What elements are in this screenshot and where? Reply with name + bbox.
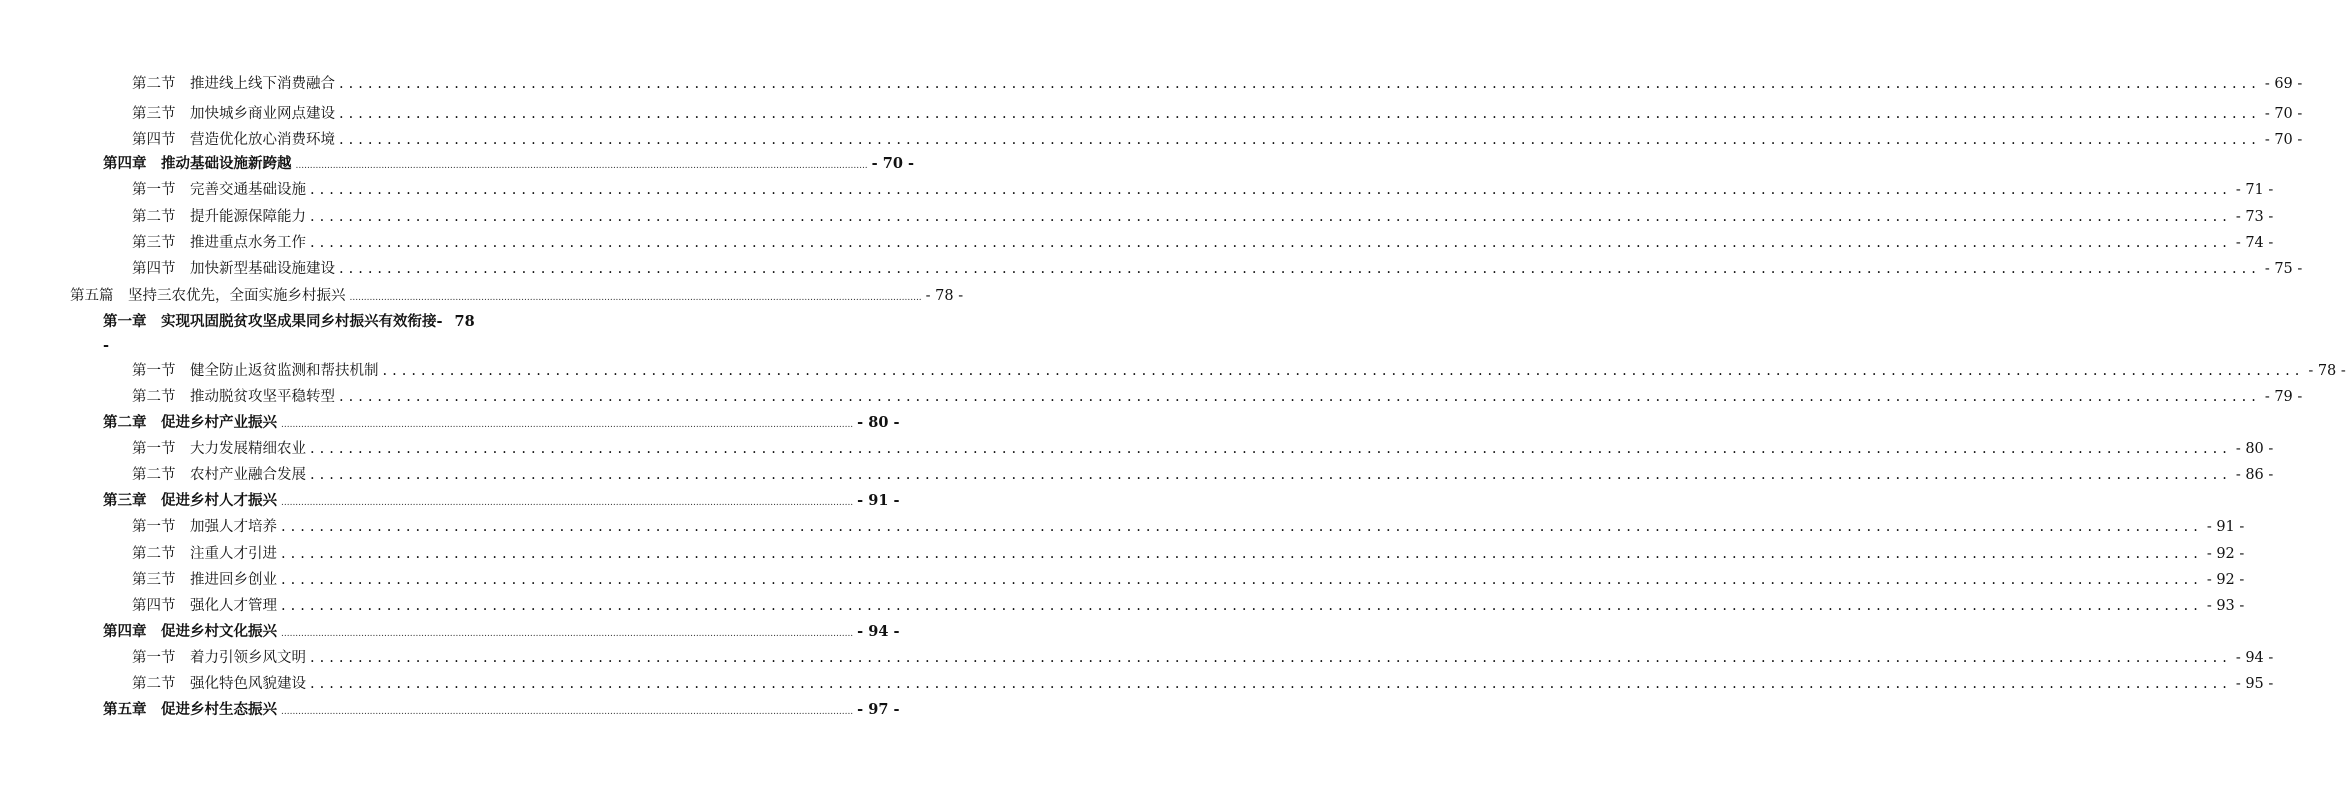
toc-entry-page: - 78 - (925, 288, 964, 304)
toc-entry-label: 第二节 注重人才引进 (132, 546, 277, 562)
toc-entry-label: 第三章 促进乡村人才振兴 (103, 492, 277, 509)
toc-chapter-entry[interactable] (103, 700, 900, 722)
toc-entry-page: - 86 - (2235, 467, 2274, 483)
toc-chapter-entry[interactable] (103, 154, 914, 176)
toc-section-entry[interactable] (132, 104, 2303, 124)
dot-leader: ........................................................................................................................................................................................................ (339, 76, 2261, 92)
toc-entry-page: - 70 - (871, 155, 914, 172)
dot-leader: ........................................................................................................................................................................................................ (281, 598, 2203, 614)
dot-leader: ........................................................................................................................................................................................................ (382, 363, 2305, 379)
toc-section-entry[interactable] (132, 439, 2274, 459)
toc-section-entry[interactable] (132, 570, 2245, 590)
toc-entry-label: 第一节 健全防止返贫监测和帮扶机制 (132, 363, 379, 379)
toc-entry-label: 第三节 加快城乡商业网点建设 (132, 106, 335, 122)
toc-section-entry[interactable] (132, 130, 2303, 150)
toc-section-entry[interactable] (132, 674, 2274, 694)
dot-leader: ........................................................................................................................................................................................................ (281, 519, 2203, 535)
dot-leader: ........................................................................................................................................................................................................ (310, 235, 2232, 251)
toc-entry-page: - 74 - (2235, 235, 2274, 251)
toc-section-entry[interactable] (132, 596, 2245, 616)
toc-entry-page: - 79 - (2264, 389, 2303, 405)
toc-entry-label: 第一节 完善交通基础设施 (132, 182, 306, 198)
toc-entry-page: - 80 - (857, 414, 900, 431)
toc-entry-label: 第五篇 坚持三农优先，全面实施乡村振兴 (70, 288, 346, 304)
toc-entry-page: - 70 - (2264, 132, 2303, 148)
toc-entry-wrap-tail: - (103, 337, 110, 354)
toc-section-entry[interactable] (132, 259, 2303, 279)
dot-leader: ........................................................................................................................................................................................................ (339, 261, 2261, 277)
dot-leader: ........................................................................................................................................................................................................ (310, 676, 2232, 692)
toc-entry-label: 第三节 推进回乡创业 (132, 572, 277, 588)
toc-entry-label: 第三节 推进重点水务工作 (132, 235, 306, 251)
toc-section-entry[interactable] (132, 517, 2245, 537)
dot-leader: ........................................................................................................................................................................................................ (339, 106, 2261, 122)
toc-section-entry[interactable] (132, 387, 2303, 407)
dot-leader: ........................................................................................................................................................................................................ (281, 629, 854, 639)
toc-entry-label: 第一章 实现巩固脱贫攻坚成果同乡村振兴有效衔接- (103, 313, 443, 330)
toc-section-entry[interactable] (132, 544, 2245, 564)
toc-section-entry[interactable] (132, 361, 2346, 381)
toc-entry-label: 第四节 加快新型基础设施建设 (132, 261, 335, 277)
toc-entry-label: 第五章 促进乡村生态振兴 (103, 701, 277, 718)
toc-entry-page: - 78 - (2308, 363, 2346, 379)
toc-entry-page: - 92 - (2206, 546, 2245, 562)
toc-entry-label: 第一节 加强人才培养 (132, 519, 277, 535)
toc-entry-label: 第四节 强化人才管理 (132, 598, 277, 614)
toc-entry-page: - 91 - (2206, 519, 2245, 535)
toc-entry-page: - 94 - (857, 623, 900, 640)
toc-chapter-entry[interactable] (103, 622, 900, 644)
toc-entry-page: - 91 - (857, 492, 900, 509)
toc-entry-label: 第一节 着力引领乡风文明 (132, 650, 306, 666)
toc-entry-page: - 97 - (857, 701, 900, 718)
toc-chapter-entry[interactable] (103, 491, 900, 513)
toc-entry-page: - 73 - (2235, 209, 2274, 225)
toc-entry-page: - 70 - (2264, 106, 2303, 122)
dot-leader: ........................................................................................................................................................................................................ (295, 161, 868, 171)
toc-chapter-entry[interactable] (103, 312, 493, 332)
dot-leader: ........................................................................................................................................................................................................ (339, 389, 2261, 405)
dot-leader: ........................................................................................................................................................................................................ (281, 420, 854, 430)
toc-chapter-entry[interactable] (103, 413, 900, 435)
dot-leader: ........................................................................................................................................................................................................ (310, 650, 2232, 666)
dot-leader: ........................................................................................................................................................................................................ (310, 441, 2232, 457)
toc-entry-label: 第二节 农村产业融合发展 (132, 467, 306, 483)
toc-entry-page: - 80 - (2235, 441, 2274, 457)
toc-entry-label: 第一节 大力发展精细农业 (132, 441, 306, 457)
toc-entry-label: 第二节 强化特色风貌建设 (132, 676, 306, 692)
toc-section-entry[interactable] (132, 465, 2274, 485)
toc-entry-label: 第二节 推动脱贫攻坚平稳转型 (132, 389, 335, 405)
toc-entry-page: - 93 - (2206, 598, 2245, 614)
toc-entry-page: - 92 - (2206, 572, 2245, 588)
dot-leader: ........................................................................................................................................................................................................ (281, 707, 854, 717)
dot-leader: ........................................................................................................................................................................................................ (310, 467, 2232, 483)
toc-section-entry[interactable] (132, 233, 2274, 253)
toc-section-entry[interactable] (132, 648, 2274, 668)
toc-entry-label: 第四节 营造优化放心消费环境 (132, 132, 335, 148)
toc-entry-label: 第二节 提升能源保障能力 (132, 209, 306, 225)
toc-entry-page: - 95 - (2235, 676, 2274, 692)
dot-leader: ........................................................................................................................................................................................................ (281, 546, 2203, 562)
dot-leader: ........................................................................................................................................................................................................ (349, 293, 922, 303)
dot-leader: ........................................................................................................................................................................................................ (339, 132, 2261, 148)
toc-entry-label: 第二章 促进乡村产业振兴 (103, 414, 277, 431)
dot-leader: ........................................................................................................................................................................................................ (310, 182, 2232, 198)
dot-leader: ........................................................................................................................................................................................................ (310, 209, 2232, 225)
toc-entry-page: - 69 - (2264, 76, 2303, 92)
toc-section-entry[interactable] (132, 74, 2303, 94)
toc-entry-page: 78 (454, 313, 475, 330)
toc-entry-page: - 94 - (2235, 650, 2274, 666)
toc-entry-page: - 75 - (2264, 261, 2303, 277)
toc-section-entry[interactable] (132, 207, 2274, 227)
dot-leader: ........................................................................................................................................................................................................ (281, 498, 854, 508)
dot-leader: ........................................................................................................................................................................................................ (281, 572, 2203, 588)
toc-entry-page: - 71 - (2235, 182, 2274, 198)
toc-entry-label: 第四章 促进乡村文化振兴 (103, 623, 277, 640)
toc-entry-label: 第二节 推进线上线下消费融合 (132, 76, 335, 92)
toc-part-entry[interactable] (70, 286, 964, 308)
toc-section-entry[interactable] (132, 180, 2274, 200)
toc-entry-label: 第四章 推动基础设施新跨越 (103, 155, 292, 172)
